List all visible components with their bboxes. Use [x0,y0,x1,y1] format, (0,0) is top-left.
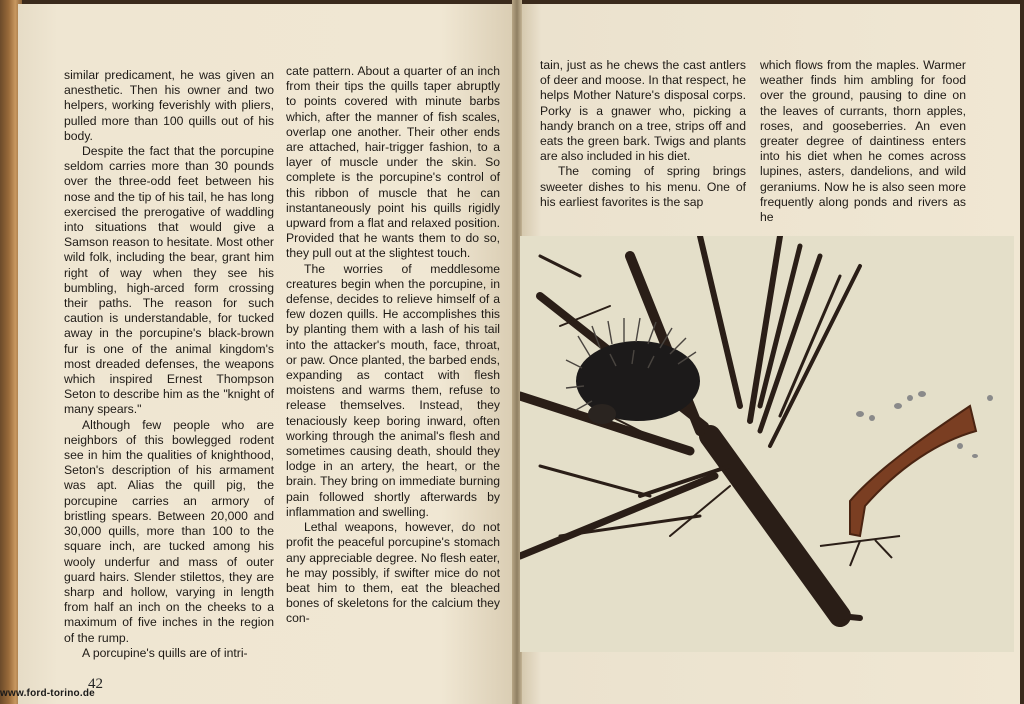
paragraph: A porcupine's quills are of intri- [82,645,248,660]
paragraph: Lethal weapons, however, do not profit the peaceful porcupine's stomach any appreciable degree. No flesh eater, he may possibly, if swifter mice do not beat him to them, eat the bleached bones of skeletons for the calcium they con- [286,520,500,626]
text-column-4 [760,58,966,225]
trunk-end [840,616,860,618]
website-watermark: www.ford-torino.de [0,688,95,699]
paragraph: cate pattern. About a quarter of an inch from their tips the quills taper abruptly to points covered with minute barbs which, after the manner of fish scales, overlap one another. Their other ends are attached, hair-trigger fashion, to a layer of muscle under the skin. So complete is the porcupine's control of this ribbon of muscle that he can instantaneously point his quills rigidly upward from a flat and relaxed position. Provided that he wants them to do so, they pull out at the slightest touch. [286,64,500,261]
porcupine-head [588,404,616,424]
paragraph: The coming of spring brings sweeter dishes to his menu. One of his earliest favorites is the sap [540,164,746,209]
paragraph: similar predicament, he was given an anesthetic. Then his owner and two helpers, working feverishly with pliers, pulled more than 100 quills out of his body. [64,68,274,143]
text-column-3 [540,58,746,210]
paragraph: Despite the fact that the porcupine seldom carries more than 30 pounds over the three-odd feet between his nose and the tip of his tail, he has long exercised the prerogative of waddling into situations that would give a Samson reason to hesitate. Most other wild folk, including the bear, grant him right of way when they see his bumbling, high-arced form crossing their paths. The reason for such caution is understandable, for tucked away in the porcupine's black-brown fur is one of the animal kingdom's most dreaded defenses, the weapons which inspired Ernest Thompson Seton to describe him as the "knight of many spears." [64,144,274,417]
illustration-svg [520,236,1014,652]
text-column-2 [286,64,500,627]
porcupine-illustration [520,236,1014,652]
paragraph: The worries of meddlesome creatures begin when the porcupine, in defense, decides to relieve himself of a few dozen quills. He accomplishes this by planting them with a lash of his tail into the attacker's mouth, face, throat, or paw. Once planted, the barbed ends, expanding as contact with flesh moistens and warms them, refuse to release themselves. Instead, they tenaciously keep boring inward, often working through the animal's flesh and sometimes causing death, should they lodge in an artery, the heart, or the brain. They bring on immediate burning pain followed shortly afterwards by inflammation and swelling. [286,261,500,519]
paragraph: Although few people who are neighbors of this bowlegged rodent see in him the qualities of knighthood, Seton's description of his armament was apt. Alias the quill pig, the porcupine carries an armory of bristling spears. Between 20,000 and 30,000 quills, more than 100 to the square inch, are tucked among his wooly underfur and mass of outer guard hairs. Slender stilettos, they are sharp and hollow, varying in length from half an inch on the cheeks to a maximum of five inches in the region of the rump. [64,417,274,645]
paragraph: tain, just as he chews the cast antlers of deer and moose. In that respect, he helps Mother Nature's disposal corps. Porky is a gnawer who, picking a handy branch on a tree, strips off and eats the green bark. Twigs and plants are also included in his diet. [540,58,746,164]
text-column-1 [64,68,274,661]
paragraph: which flows from the maples. Warmer weather finds him ambling for food over the ground, pausing to dine on the leaves of currants, thorn apples, roses, and gooseberries. An even greater degree of daintiness enters into his diet when he comes across lupines, asters, dandelions, and wild geraniums. Now he is also seen more frequently along ponds and rivers as he [760,58,966,225]
page-number: 42 [88,676,103,692]
